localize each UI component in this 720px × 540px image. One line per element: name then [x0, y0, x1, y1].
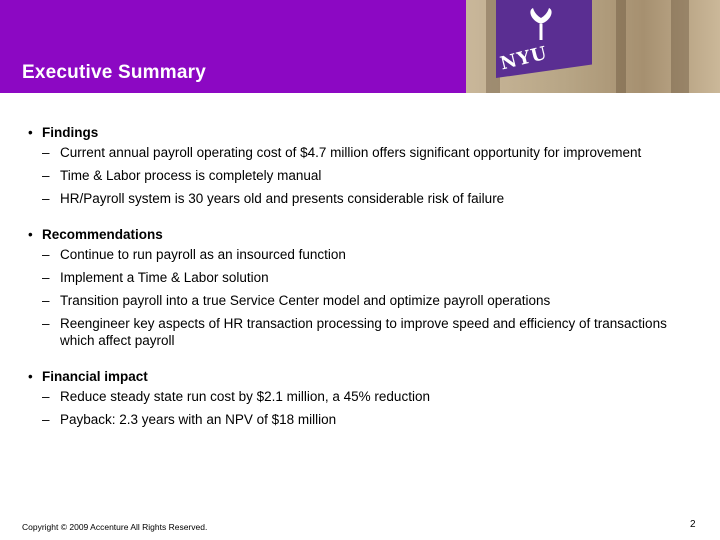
slide-title: Executive Summary	[22, 62, 206, 83]
flag-logo-text: NYU	[498, 42, 550, 75]
section-findings	[28, 124, 700, 207]
list-item: – Current annual payroll operating cost of $4.7 million offers significant opportunity for improvement	[42, 145, 642, 160]
section-recommendations	[28, 226, 700, 349]
list-item: – Implement a Time & Labor solution	[42, 270, 269, 285]
list-item: – Reengineer key aspects of HR transaction processing to improve speed and efficiency of transactions which affect payroll	[42, 316, 667, 348]
section-title: Recommendations	[42, 227, 163, 242]
header-divider	[0, 93, 720, 96]
list-item: – HR/Payroll system is 30 years old and presents considerable risk of failure	[42, 191, 505, 206]
dash-icon: –	[42, 316, 50, 331]
section-financial-impact	[28, 368, 700, 428]
bullet-icon: •	[28, 369, 33, 384]
dash-icon: –	[42, 145, 50, 160]
dash-icon: –	[42, 389, 50, 404]
dash-icon: –	[42, 191, 50, 206]
dash-icon: –	[42, 270, 50, 285]
section-title: Financial impact	[42, 369, 148, 384]
list-item: – Payback: 2.3 years with an NPV of $18 million	[42, 412, 337, 427]
dash-icon: –	[42, 168, 50, 183]
torch-icon	[520, 6, 562, 42]
dash-icon: –	[42, 412, 50, 427]
page-number: 2	[690, 519, 696, 530]
dash-icon: –	[42, 293, 50, 308]
slide-body	[28, 124, 700, 447]
bullet-icon: •	[28, 125, 33, 140]
list-item: – Time & Labor process is completely manual	[42, 168, 322, 183]
list-item: – Reduce steady state run cost by $2.1 million, a 45% reduction	[42, 389, 430, 404]
dash-icon: –	[42, 247, 50, 262]
copyright-notice: Copyright © 2009 Accenture All Rights Reserved.	[22, 522, 208, 532]
section-title: Findings	[42, 125, 99, 140]
list-item: – Continue to run payroll as an insourced function	[42, 247, 346, 262]
list-item: – Transition payroll into a true Service Center model and optimize payroll operations	[42, 293, 551, 308]
bullet-icon: •	[28, 227, 33, 242]
